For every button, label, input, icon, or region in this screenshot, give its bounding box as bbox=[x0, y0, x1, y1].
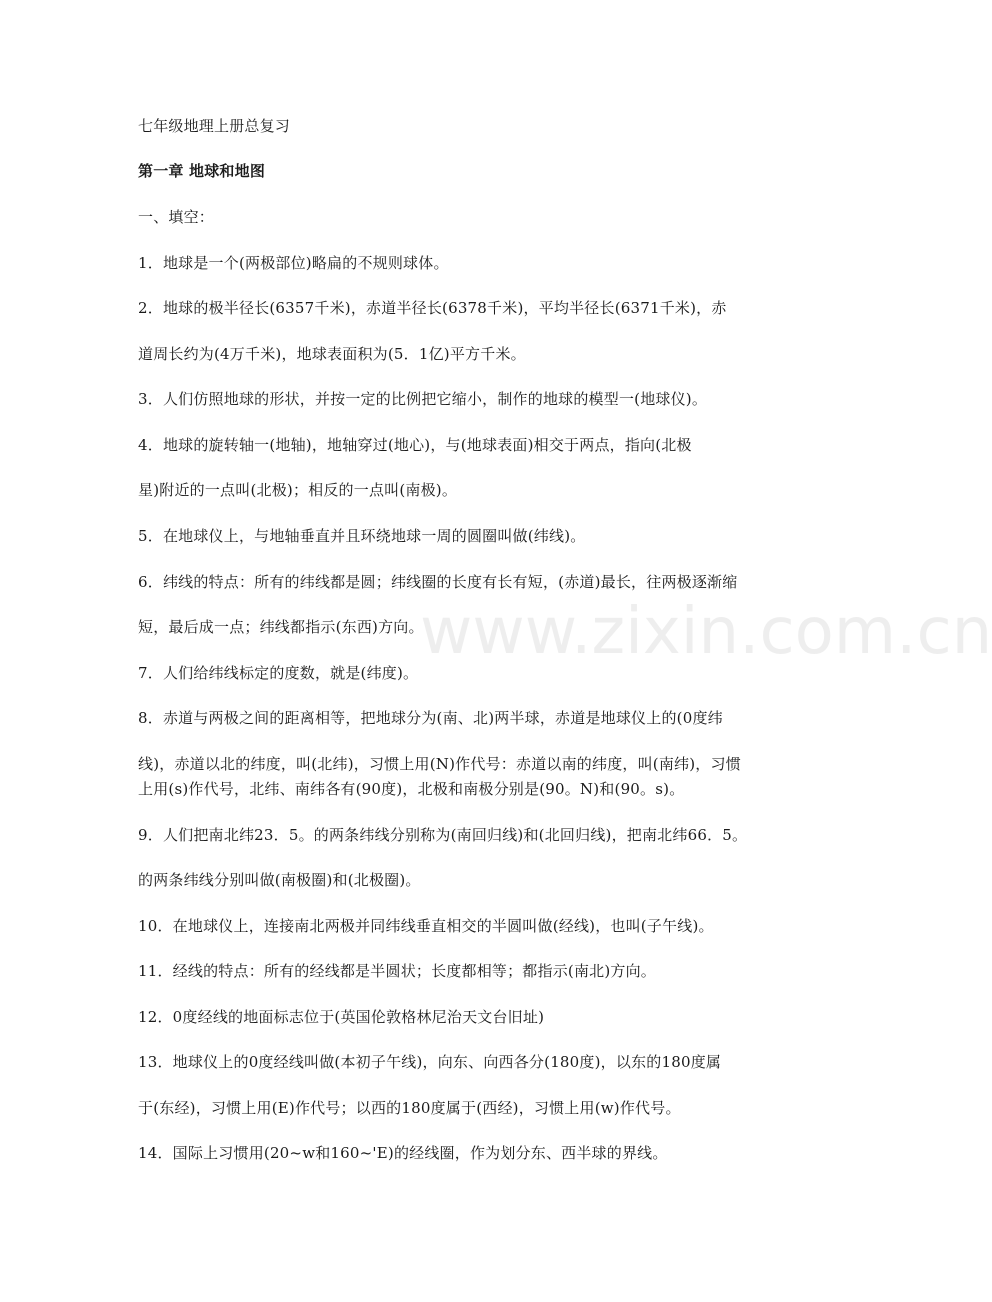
text-line: 线)，赤道以北的纬度，叫(北纬)，习惯上用(N)作代号：赤道以南的纬度，叫(南纬)，习惯 bbox=[138, 755, 741, 773]
document-title: 七年级地理上册总复习 bbox=[138, 117, 291, 135]
text-line: 14．国际上习惯用(20~w和160~'E)的经线圈，作为划分东、西半球的界线。 bbox=[138, 1144, 668, 1162]
text-line: 10．在地球仪上，连接南北两极并同纬线垂直相交的半圆叫做(经线)，也叫(子午线)。 bbox=[138, 917, 714, 935]
text-line: 2．地球的极半径长(6357千米)，赤道半径长(6378千米)，平均半径长(6371千米)，赤 bbox=[138, 299, 727, 317]
text-line: 5．在地球仪上，与地轴垂直并且环绕地球一周的圆圈叫做(纬线)。 bbox=[138, 527, 586, 545]
text-line: 6．纬线的特点：所有的纬线都是圆；纬线圈的长度有长有短，(赤道)最长，往两极逐渐缩 bbox=[138, 573, 738, 591]
watermark: www.zixin.com.cn bbox=[420, 595, 992, 669]
text-line: 1．地球是一个(两极部位)略扁的不规则球体。 bbox=[138, 254, 449, 272]
text-line: 的两条纬线分别叫做(南极圈)和(北极圈)。 bbox=[138, 871, 421, 889]
text-line: 上用(s)作代号，北纬、南纬各有(90度)，北极和南极分别是(90。N)和(90。s)。 bbox=[138, 780, 685, 798]
chapter-heading: 第一章 地球和地图 bbox=[138, 162, 266, 180]
text-line: 4．地球的旋转轴一(地轴)，地轴穿过(地心)，与(地球表面)相交于两点，指向(北极 bbox=[138, 436, 692, 454]
text-line: 9．人们把南北纬23．5。的两条纬线分别称为(南回归线)和(北回归线)，把南北纬66．5。 bbox=[138, 826, 748, 844]
text-line: 星)附近的一点叫(北极)；相反的一点叫(南极)。 bbox=[138, 481, 458, 499]
text-line: 短，最后成一点；纬线都指示(东西)方向。 bbox=[138, 618, 424, 636]
section-heading: 一、填空： bbox=[138, 208, 215, 226]
text-line: 11．经线的特点：所有的经线都是半圆状；长度都相等；都指示(南北)方向。 bbox=[138, 962, 656, 980]
text-line: 8．赤道与两极之间的距离相等，把地球分为(南、北)两半球，赤道是地球仪上的(0度纬 bbox=[138, 709, 723, 727]
text-line: 7．人们给纬线标定的度数，就是(纬度)。 bbox=[138, 664, 419, 682]
text-line: 道周长约为(4万千米)，地球表面积为(5．1亿)平方千米。 bbox=[138, 345, 526, 363]
text-line: 于(东经)，习惯上用(E)作代号；以西的180度属于(西经)，习惯上用(w)作代号。 bbox=[138, 1099, 681, 1117]
text-line: 12．0度经线的地面标志位于(英国伦敦格林尼治天文台旧址) bbox=[138, 1008, 545, 1026]
text-line: 3．人们仿照地球的形状，并按一定的比例把它缩小，制作的地球的模型一(地球仪)。 bbox=[138, 390, 708, 408]
text-line: 13．地球仪上的0度经线叫做(本初子午线)，向东、向西各分(180度)，以东的180度属 bbox=[138, 1053, 722, 1071]
